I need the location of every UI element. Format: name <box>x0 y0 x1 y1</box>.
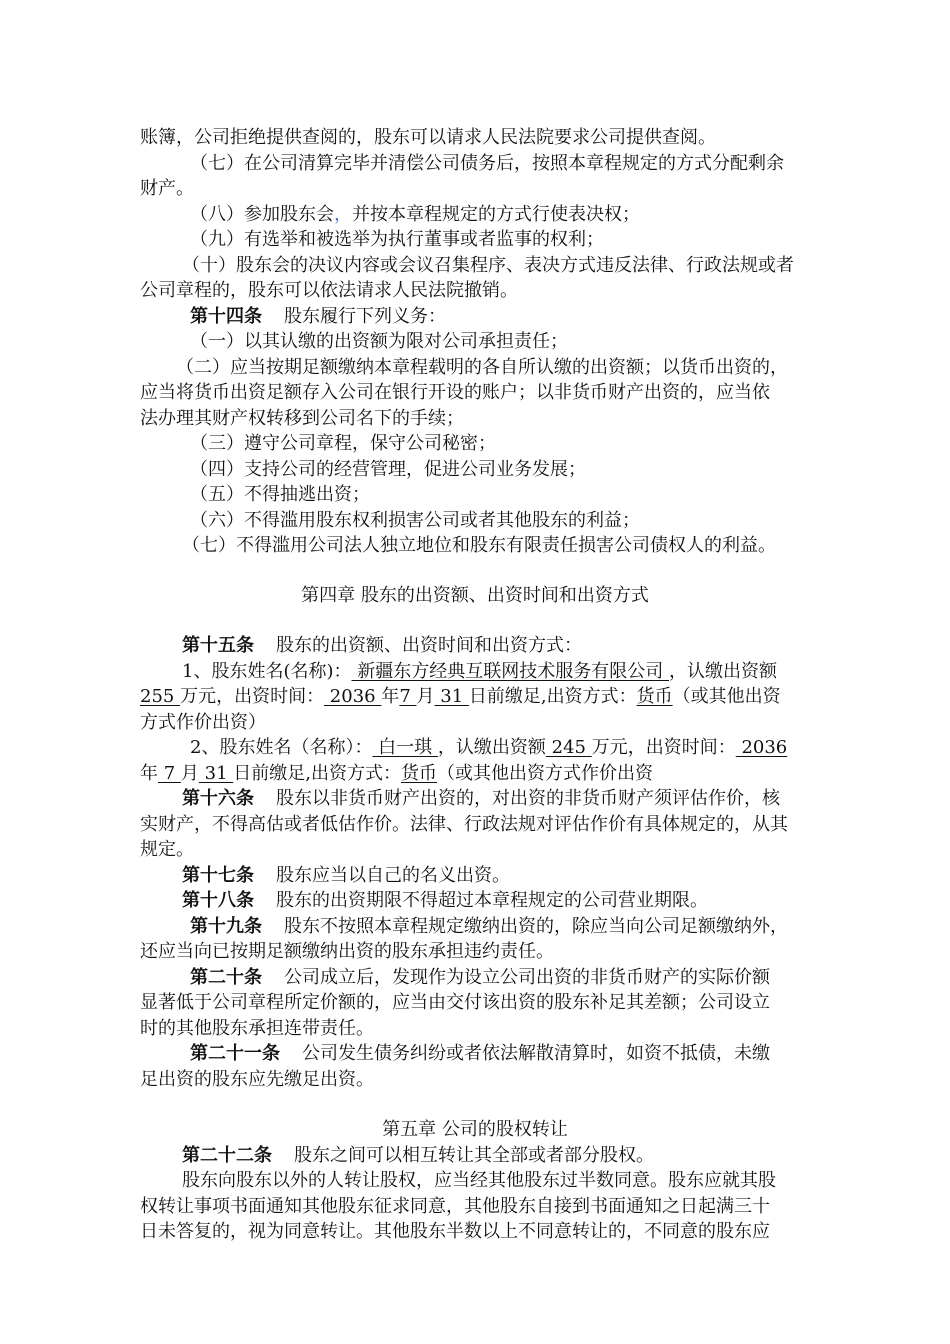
text-line <box>182 534 950 558</box>
article-line <box>190 966 950 990</box>
article-line <box>190 305 950 329</box>
text-line <box>190 330 950 354</box>
paragraph-text: 股东不按照本章程规定缴纳出资的，除应当向公司足额缴纳外， <box>284 916 788 937</box>
paragraph-text: 足出资的股东应先缴足出资。 <box>140 1069 374 1090</box>
article-heading: 第十九条 <box>190 916 262 937</box>
text-line <box>190 228 950 252</box>
year-field: 2036 <box>735 737 788 758</box>
text-line <box>190 432 950 456</box>
paragraph-text: （或其他出资 <box>672 686 781 707</box>
text-line <box>140 940 950 964</box>
paragraph-text: 日未答复的，视为同意转让。其他股东半数以上不同意转让的，不同意的股东应 <box>140 1221 770 1242</box>
paragraph-text: （九）有选举和被选举为执行董事或者监事的权利； <box>190 229 604 250</box>
paragraph-text: 万元，出资时间： <box>180 686 325 707</box>
text-line <box>140 126 950 150</box>
month-field: 7 <box>399 686 417 707</box>
article-heading: 第十五条 <box>182 635 254 656</box>
paragraph-text: 股东之间可以相互转让其全部或者部分股权。 <box>294 1145 654 1166</box>
article-line <box>182 864 950 888</box>
paragraph-text: 账簿，公司拒绝提供查阅的，股东可以请求人民法院要求公司提供查阅。 <box>140 127 716 148</box>
text-line <box>140 381 950 405</box>
paragraph-text: 应当将货币出资足额存入公司在银行开设的账户；以非货币财产出资的，应当依 <box>140 382 770 403</box>
method-field: 货币 <box>636 686 673 707</box>
article-line <box>182 787 950 811</box>
text-line <box>176 356 950 380</box>
paragraph-text: 1、股东姓名(名称)： <box>182 661 352 682</box>
day-field: 31 <box>434 686 469 707</box>
text-line <box>140 762 950 786</box>
paragraph-text: 财产。 <box>140 178 194 199</box>
paragraph-text: 公司发生债务纠纷或者依法解散清算时，如资不抵债，未缴 <box>302 1043 770 1064</box>
text-line <box>190 203 950 227</box>
article-heading: 第十六条 <box>182 788 254 809</box>
text-line <box>190 509 950 533</box>
paragraph-text: 日前缴足,出资方式： <box>468 686 637 707</box>
paragraph-text: 月 <box>416 686 435 707</box>
method-field: 货币 <box>401 763 437 784</box>
paragraph-text: 实财产，不得高估或者低估作价。法律、行政法规对评估作价有具体规定的，从其 <box>140 814 788 835</box>
paragraph-text: （一）以其认缴的出资额为限对公司承担责任； <box>190 331 568 352</box>
text-line <box>140 711 950 735</box>
paragraph-text: 公司成立后，发现作为设立公司出资的非货币财产的实际价额 <box>284 967 770 988</box>
text-line <box>190 458 950 482</box>
text-line <box>140 1068 950 1092</box>
article-heading: 第二十条 <box>190 967 262 988</box>
text-line <box>190 152 950 176</box>
text-line <box>140 991 950 1015</box>
article-heading: 第二十一条 <box>190 1043 280 1064</box>
chapter-title: 第四章 股东的出资额、出资时间和出资方式 <box>301 585 649 606</box>
shareholder-name-field: 白一琪 <box>372 737 438 758</box>
paragraph-text: 股东应当以自己的名义出资。 <box>276 865 510 886</box>
paragraph-text: ，认缴出资额 <box>437 737 546 758</box>
paragraph-text: 方式作价出资） <box>140 712 266 733</box>
paragraph-text: 月 <box>180 763 199 784</box>
article-line <box>182 634 950 658</box>
paragraph-text: 权转让事项书面通知其他股东征求同意，其他股东自接到书面通知之日起满三十 <box>140 1196 770 1217</box>
paragraph-text: （四）支持公司的经营管理，促进公司业务发展； <box>190 459 586 480</box>
paragraph-text: 股东的出资期限不得超过本章程规定的公司营业期限。 <box>276 890 708 911</box>
article-heading: 第二十二条 <box>182 1145 272 1166</box>
paragraph-text: （七）在公司清算完毕并清偿公司债务后，按照本章程规定的方式分配剩余 <box>190 153 784 174</box>
amount-field: 245 <box>545 737 592 758</box>
paragraph-text: 股东以非货币财产出资的，对出资的非货币财产须评估作价，核 <box>276 788 780 809</box>
paragraph-text: 还应当向已按期足额缴纳出资的股东承担违约责任。 <box>140 941 554 962</box>
chapter-heading <box>0 584 950 608</box>
text-line <box>140 1220 950 1244</box>
paragraph-text: （五）不得抽逃出资； <box>190 484 370 505</box>
text-line <box>140 813 950 837</box>
paragraph-text: 股东履行下列义务： <box>284 306 446 327</box>
paragraph-text: 日前缴足,出资方式： <box>233 763 401 784</box>
paragraph-text: 2、股东姓名（名称）： <box>190 737 373 758</box>
paragraph-text: （八）参加股东会 <box>190 204 334 225</box>
article-line <box>190 1042 950 1066</box>
text-line <box>140 177 950 201</box>
paragraph-text: 年 <box>140 763 158 784</box>
month-field: 7 <box>158 763 181 784</box>
paragraph-text: 股东向股东以外的人转让股权，应当经其他股东过半数同意。股东应就其股 <box>182 1170 776 1191</box>
paragraph-text: （或其他出资方式作价出资 <box>437 763 653 784</box>
paragraph-text: （七）不得滥用公司法人独立地位和股东有限责任损害公司债权人的利益。 <box>182 535 776 556</box>
text-line <box>190 736 950 760</box>
article-heading: 第十四条 <box>190 306 262 327</box>
text-line <box>140 685 950 709</box>
chapter-title: 第五章 公司的股权转让 <box>382 1119 568 1140</box>
article-heading: 第十八条 <box>182 890 254 911</box>
text-line <box>140 279 950 303</box>
paragraph-text: （六）不得滥用股东权利损害公司或者其他股东的利益； <box>190 510 640 531</box>
text-line <box>140 838 950 862</box>
text-line <box>182 1169 950 1193</box>
chapter-heading <box>0 1118 950 1142</box>
amount-field: 255 <box>140 686 181 707</box>
text-line <box>190 483 950 507</box>
article-line <box>190 915 950 939</box>
paragraph-text: 万元，出资时间： <box>591 737 736 758</box>
paragraph-text: 显著低于公司章程所定价额的，应当由交付该出资的股东补足其差额；公司设立 <box>140 992 770 1013</box>
paragraph-text: 年 <box>381 686 400 707</box>
paragraph-text: 并按本章程规定的方式行使表决权； <box>352 204 640 225</box>
paragraph-text: 公司章程的，股东可以依法请求人民法院撤销。 <box>140 280 518 301</box>
text-line <box>182 254 950 278</box>
shareholder-name-field: 新疆东方经典互联网技术服务有限公司 <box>351 661 669 682</box>
article-line <box>182 1144 950 1168</box>
year-field: 2036 <box>324 686 382 707</box>
article-heading: 第十七条 <box>182 865 254 886</box>
paragraph-text: 规定。 <box>140 839 194 860</box>
article-line <box>182 889 950 913</box>
paragraph-text: 时的其他股东承担连带责任。 <box>140 1018 374 1039</box>
paragraph-text: （二）应当按期足额缴纳本章程载明的各自所认缴的出资额；以货币出资的， <box>176 357 788 378</box>
text-line <box>182 660 950 684</box>
paragraph-text: （十）股东会的决议内容或会议召集程序、表决方式违反法律、行政法规或者 <box>182 255 794 276</box>
day-field: 31 <box>198 763 234 784</box>
comma-mark: ， <box>334 204 352 225</box>
paragraph-text: （三）遵守公司章程，保守公司秘密； <box>190 433 496 454</box>
text-line <box>140 1017 950 1041</box>
text-line <box>140 407 950 431</box>
paragraph-text: ，认缴出资额 <box>668 661 777 682</box>
text-line <box>140 1195 950 1219</box>
paragraph-text: 法办理其财产权转移到公司名下的手续； <box>140 408 464 429</box>
paragraph-text: 股东的出资额、出资时间和出资方式： <box>276 635 582 656</box>
